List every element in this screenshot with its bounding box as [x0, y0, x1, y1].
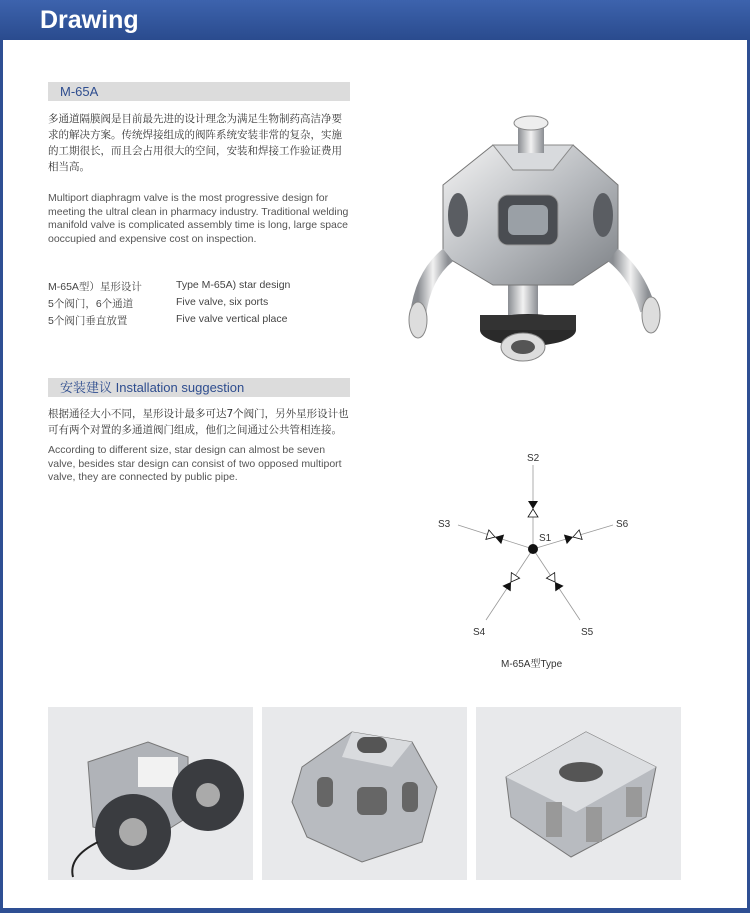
star-design-diagram [423, 445, 643, 670]
spec-cn-2: 5个阀门，6个通道 [48, 298, 134, 310]
photo-valve-assembly [48, 707, 253, 880]
label-s2: S2 [527, 453, 540, 464]
spec-en-1: Type M-65A) star design [176, 279, 291, 291]
cn-description [48, 111, 342, 175]
en-description [48, 192, 348, 246]
page-title: Drawing [40, 6, 139, 34]
cn-line: 求的解决方案。传统焊接组成的阀阵系统安装非常的复杂，实施 [48, 129, 342, 141]
cn-line: 相当高。 [48, 161, 90, 173]
installation-cn-text [48, 406, 349, 438]
spec-en-2: Five valve, six ports [176, 296, 269, 308]
center-node [528, 544, 538, 554]
en-line: valve, besides star design can consist of two opposed multiport [48, 457, 342, 470]
section-m65a-header: M-65A [48, 82, 350, 101]
en-line: valve, they are connected by public pipe. [48, 471, 238, 483]
spec-cn-3: 5个阀门垂直放置 [48, 315, 128, 327]
installation-en-text [48, 444, 342, 485]
photo-valve-body [262, 707, 467, 880]
en-line: meeting the ultral clean in pharmacy industry. Traditional welding [48, 205, 349, 218]
valve-symbol [546, 573, 563, 592]
en-line: Multiport diaphragm valve is the most progressive design for [48, 192, 329, 204]
spec-cn-1: M-65A型）星形设计 [48, 281, 142, 293]
valve-symbol [486, 530, 504, 544]
valve-symbol [564, 530, 582, 544]
label-s4: S4 [473, 627, 486, 638]
multiport-valve-image [403, 115, 663, 365]
valve-symbol [528, 501, 538, 517]
label-s3: S3 [438, 519, 451, 530]
valve-symbol [502, 573, 519, 592]
section-installation-header: 安装建议 Installation suggestion [48, 378, 350, 397]
cn-line: 的工期很长，而且会占用很大的空间，安装和焊接工作验证费用 [48, 145, 342, 157]
label-s1: S1 [539, 533, 552, 544]
label-s6: S6 [616, 519, 629, 530]
en-line: ooccupied and expensive cost on inspection. [48, 232, 257, 245]
en-line: manifold valve is complicated assembly time is long, large space [48, 219, 348, 231]
cn-line: 根据通径大小不同，星形设计最多可达7个阀门，另外星形设计也 [48, 408, 349, 420]
photo-valve-manifold [476, 707, 681, 880]
content-page [3, 40, 747, 908]
spec-en-3: Five valve vertical place [176, 313, 288, 325]
cn-line: 可有两个对置的多通道阀门组成，他们之间通过公共管相连接。 [48, 424, 342, 436]
cn-line: 多通道隔膜阀是目前最先进的设计理念为满足生物制药高洁净要 [48, 113, 342, 125]
diagram-caption: M-65A型Type [501, 659, 563, 670]
label-s5: S5 [581, 627, 594, 638]
header-bar [0, 0, 750, 40]
en-line: According to different size, star design can almost be seven [48, 444, 326, 456]
